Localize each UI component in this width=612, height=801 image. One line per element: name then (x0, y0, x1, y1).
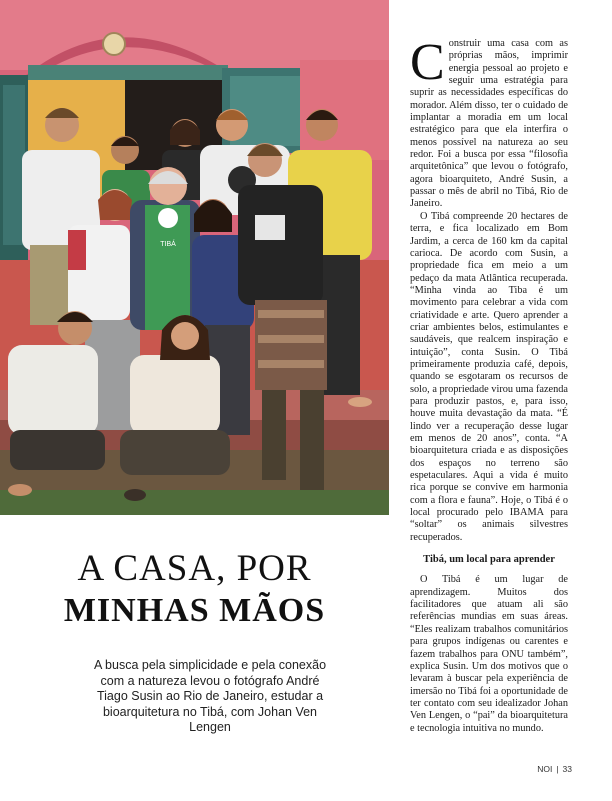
article-title (0, 548, 389, 632)
group-photo-illustration (0, 0, 389, 515)
group-photo (0, 0, 389, 515)
paragraph-1 (410, 34, 568, 211)
article-body (410, 34, 568, 735)
paragraph-1-text: onstruir uma casa com as próprias mãos, imprimir energia pessoal ao projeto e seguir uma estratégia para suprir as necessidades específicas do morador. Além disso, ter o cuidado de implantar a moradia em um local estratégico para que ela interfira o menos possível na natureza ao seu redor. Foi a busca por essa “filosofia arquitetônica” que levou o fotógrafo, agora bioarquiteto, André Susin, a passar o mês de abril no Tibá, Rio de Janeiro. (410, 38, 568, 210)
page-footer (537, 764, 572, 774)
paragraph-3: O Tibá é um lugar de aprendizagem. Muitos dos facilitadores que atuam ali são referências mundias em suas áreas. “Eles realizam trabalhos comunitários para grupos indígenas ou carentes e fazem trabalhos para ONU também”, explica Susin. Um dos motivos que o levaram à buscar pela experiência de imersão no Tibá foi a oportunidade de ter contato com seu idealizador Johan Ven Lengen, o “pai” da bioarquitetura e tecnologia intuitiva no mundo. (410, 574, 568, 734)
subheading: Tibá, um local para aprender (423, 554, 555, 566)
drop-cap: C (410, 34, 445, 91)
footer-separator: | (556, 764, 559, 774)
title-line-1: A CASA, POR (77, 548, 312, 589)
paragraph-2: O Tibá compreende 20 hectares de terra, e fica localizado em Bom Jardim, a cerca de 160 km da capital carioca. De acordo com Susin, a propriedade fica em meio a um pedaço da mata Atlântica recuperada. “Minha vinda ao Tiba é um movimento para celebrar a vida com criatividade e arte. Quero aprender a criar ambientes belos, estimulantes e saudáveis, que realcem inspiração e intuição”, conta Susin. O Tibá primeiramente produzia café, depois, quando se esgotaram os recursos de solo, a propriedade virou uma fazenda para produzir pastos, e, para isso, houve muita devastação da mata. “É lindo ver a recuperação desse lugar em menos de 20 anos”, conta. “A bioarquitetura criada e as disposições dos espaços no terreno são espetaculares. Aqui a vida é muito rica porque se convive em harmonia com a flora e fauna”. Hoje, o Tibá é o local procurado pelo IBAMA para “soltar” os animais silvestres recuperados. (410, 210, 568, 543)
title-line-2: MINHAS MÃOS (63, 592, 326, 629)
page-number: 33 (562, 764, 572, 774)
shirt-logo-text: TIBÁ (160, 241, 176, 248)
article-lead: A busca pela simplicidade e pela conexão com a natureza levou o fotógrafo André Tiago Susin ao Rio de Janeiro, estudar a bioarquitetura no Tibá, com Johan Ven Lengen (93, 658, 327, 734)
magazine-name: NOI (537, 764, 553, 774)
